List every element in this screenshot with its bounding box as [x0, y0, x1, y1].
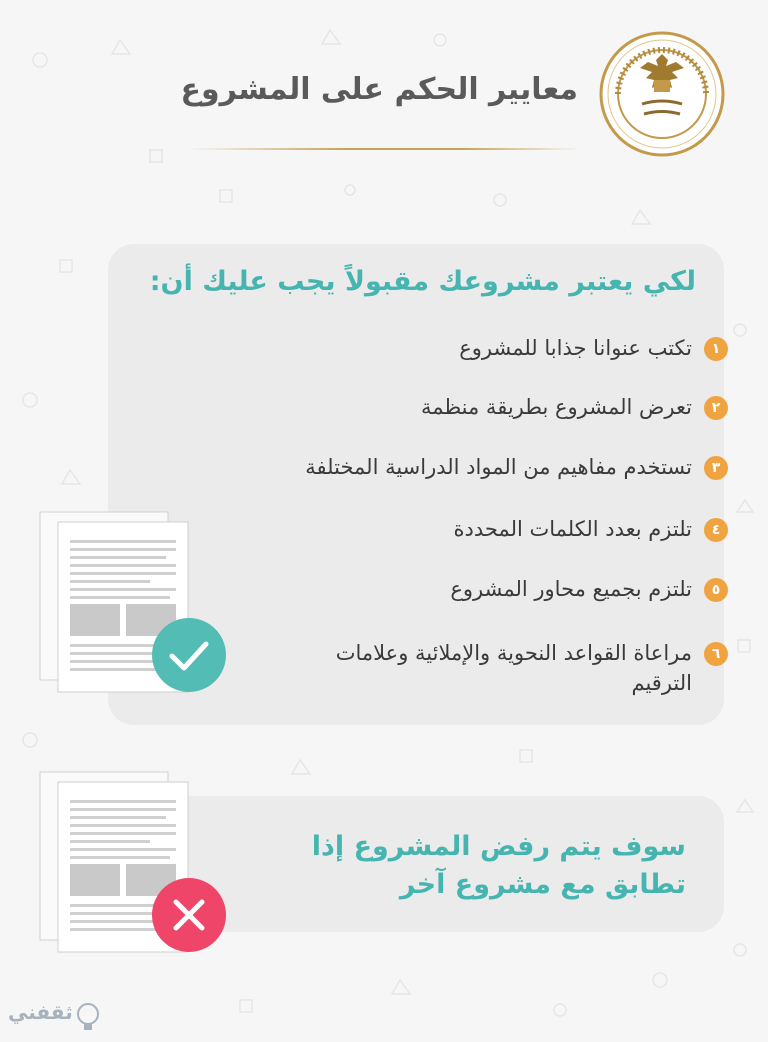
number-badge: ١: [704, 337, 728, 361]
criterion-item-3: [288, 452, 728, 482]
number-badge: ٣: [704, 456, 728, 480]
criterion-text: تلتزم بجميع محاور المشروع: [450, 577, 692, 601]
title-divider: [188, 148, 580, 150]
criterion-item-5: [288, 574, 728, 604]
criterion-text: تستخدم مفاهيم من المواد الدراسية المختلفة: [305, 455, 692, 479]
criterion-item-1: [288, 333, 728, 363]
number-badge: ٦: [704, 642, 728, 666]
criterion-text: تعرض المشروع بطريقة منظمة: [421, 395, 692, 419]
criterion-item-6: [288, 638, 728, 698]
watermark-text: ثقفني: [8, 1000, 73, 1024]
criterion-text: تلتزم بعدد الكلمات المحددة: [453, 517, 692, 541]
criterion-item-2: [288, 392, 728, 422]
accepted-badge: [152, 618, 226, 692]
criterion-text: مراعاة القواعد النحوية والإملائية وعلامات الترقيم: [335, 641, 692, 695]
ministry-logo: [598, 30, 726, 158]
checkmark-icon: [152, 618, 226, 692]
ministry-eagle-emblem-icon: [598, 30, 726, 158]
criterion-item-4: [288, 514, 728, 544]
rejection-text: سوف يتم رفض المشروع إذا تطابق مع مشروع آخر: [311, 831, 686, 900]
criterion-text: تكتب عنوانا جذابا للمشروع: [459, 336, 692, 360]
acceptance-heading: لكي يعتبر مشروعك مقبولاً يجب عليك أن:: [149, 266, 696, 297]
number-badge: ٤: [704, 518, 728, 542]
page-title: معايير الحكم على المشروع: [180, 72, 578, 107]
x-mark-icon: [152, 878, 226, 952]
number-badge: ٥: [704, 578, 728, 602]
rejected-badge: [152, 878, 226, 952]
number-badge: ٢: [704, 396, 728, 420]
